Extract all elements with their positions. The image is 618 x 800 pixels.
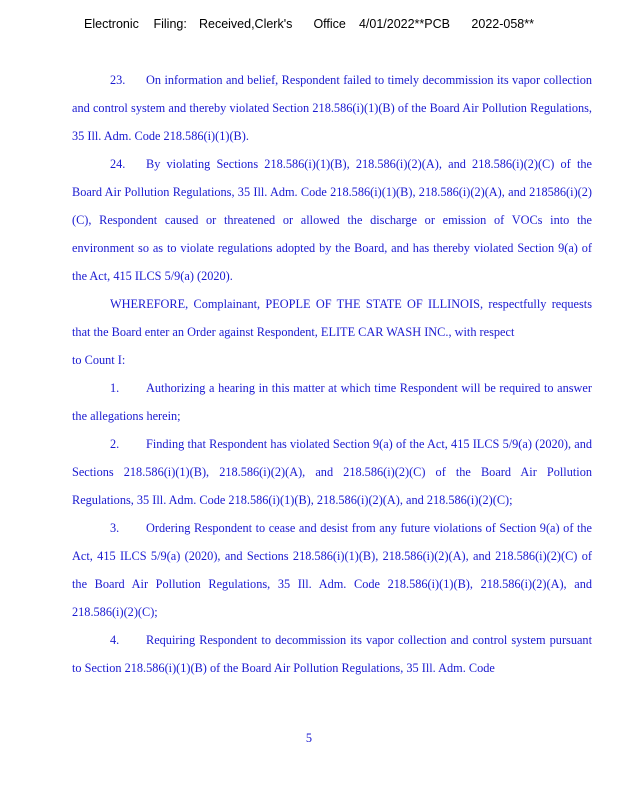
item-text: Authorizing a hearing in this matter at which time Respondent will be required to answer the allegations herein; <box>72 381 592 423</box>
item-text: Requiring Respondent to decommission its vapor collection and control system pursuant to Section 218.586(i)(1)(B) of the Board Air Pollution Regulations, 35 Ill. Adm. Code <box>72 633 592 675</box>
item-number: 3. <box>110 521 120 535</box>
page-number: 5 <box>305 731 313 745</box>
relief-item-4 <box>72 626 592 682</box>
paragraph-text: On information and belief, Respondent failed to timely decommission its vapor collection and control system and thereby violated Section 218.586(i)(1)(B) of the Board Air Pollution Regulations, 35 Ill. Adm. Code 218.586(i)(1)(B). <box>72 73 592 143</box>
paragraph-number: 23. <box>110 73 126 87</box>
item-number: 4. <box>110 633 120 647</box>
item-text: Ordering Respondent to cease and desist from any future violations of Section 9(a) of the Act, 415 ILCS 5/9(a) (2020), and Sections 218.586(i)(1)(B), 218.586(i)(2)(A), and 218.586(i)(2)(C) of the Board Air Pollution Regulations, 35 Ill. Adm. Code 218.586(i)(1)(B), 218.586(i)(2)(A), and 218.586(i)(2)(C); <box>72 521 592 619</box>
relief-item-1 <box>72 374 592 430</box>
filing-stamp-header <box>84 17 534 31</box>
paragraph-24 <box>72 150 592 290</box>
header-date: 4/01/2022**PCB <box>358 17 450 31</box>
wherefore-clause <box>72 290 592 346</box>
item-text: Finding that Respondent has violated Section 9(a) of the Act, 415 ILCS 5/9(a) (2020), and Sections 218.586(i)(1)(B), 218.586(i)(2)(A), and 218.586(i)(2)(C) of the Board Air Pollution Regulations, 35 Ill. Adm. Code 218.586(i)(1)(B), 218.586(i)(2)(A), and 218.586(i)(2)(C); <box>72 437 592 507</box>
header-electronic: Electronic <box>84 17 139 31</box>
wherefore-text: WHEREFORE, Complainant, PEOPLE OF THE STATE OF ILLINOIS, respectfully requests that the Board enter an Order against Respondent, ELITE CAR WASH INC., with respect <box>72 297 592 339</box>
item-number: 1. <box>110 381 120 395</box>
document-body <box>72 66 592 682</box>
relief-item-3 <box>72 514 592 626</box>
paragraph-number: 24. <box>110 157 126 171</box>
header-filing: Filing: <box>153 17 187 31</box>
count-label: to Count I: <box>72 353 126 367</box>
header-received: Received,Clerk's <box>198 17 293 31</box>
item-number: 2. <box>110 437 120 451</box>
paragraph-23 <box>72 66 592 150</box>
header-office: Office <box>313 17 346 31</box>
paragraph-text: By violating Sections 218.586(i)(1)(B), 218.586(i)(2)(A), and 218.586(i)(2)(C) of the Board Air Pollution Regulations, 35 Ill. Adm. Code 218.586(i)(1)(B), 218.586(i)(2)(A), and 218586(i)(2)(C), Respondent caused or threatened or allowed the discharge or emission of VOCs into the environment so as to violate regulations adopted by the Board, and has thereby violated Section 9(a) of the Act, 415 ILCS 5/9(a) (2020). <box>72 157 592 283</box>
header-docket: 2022-058** <box>471 17 534 31</box>
relief-item-2 <box>72 430 592 514</box>
